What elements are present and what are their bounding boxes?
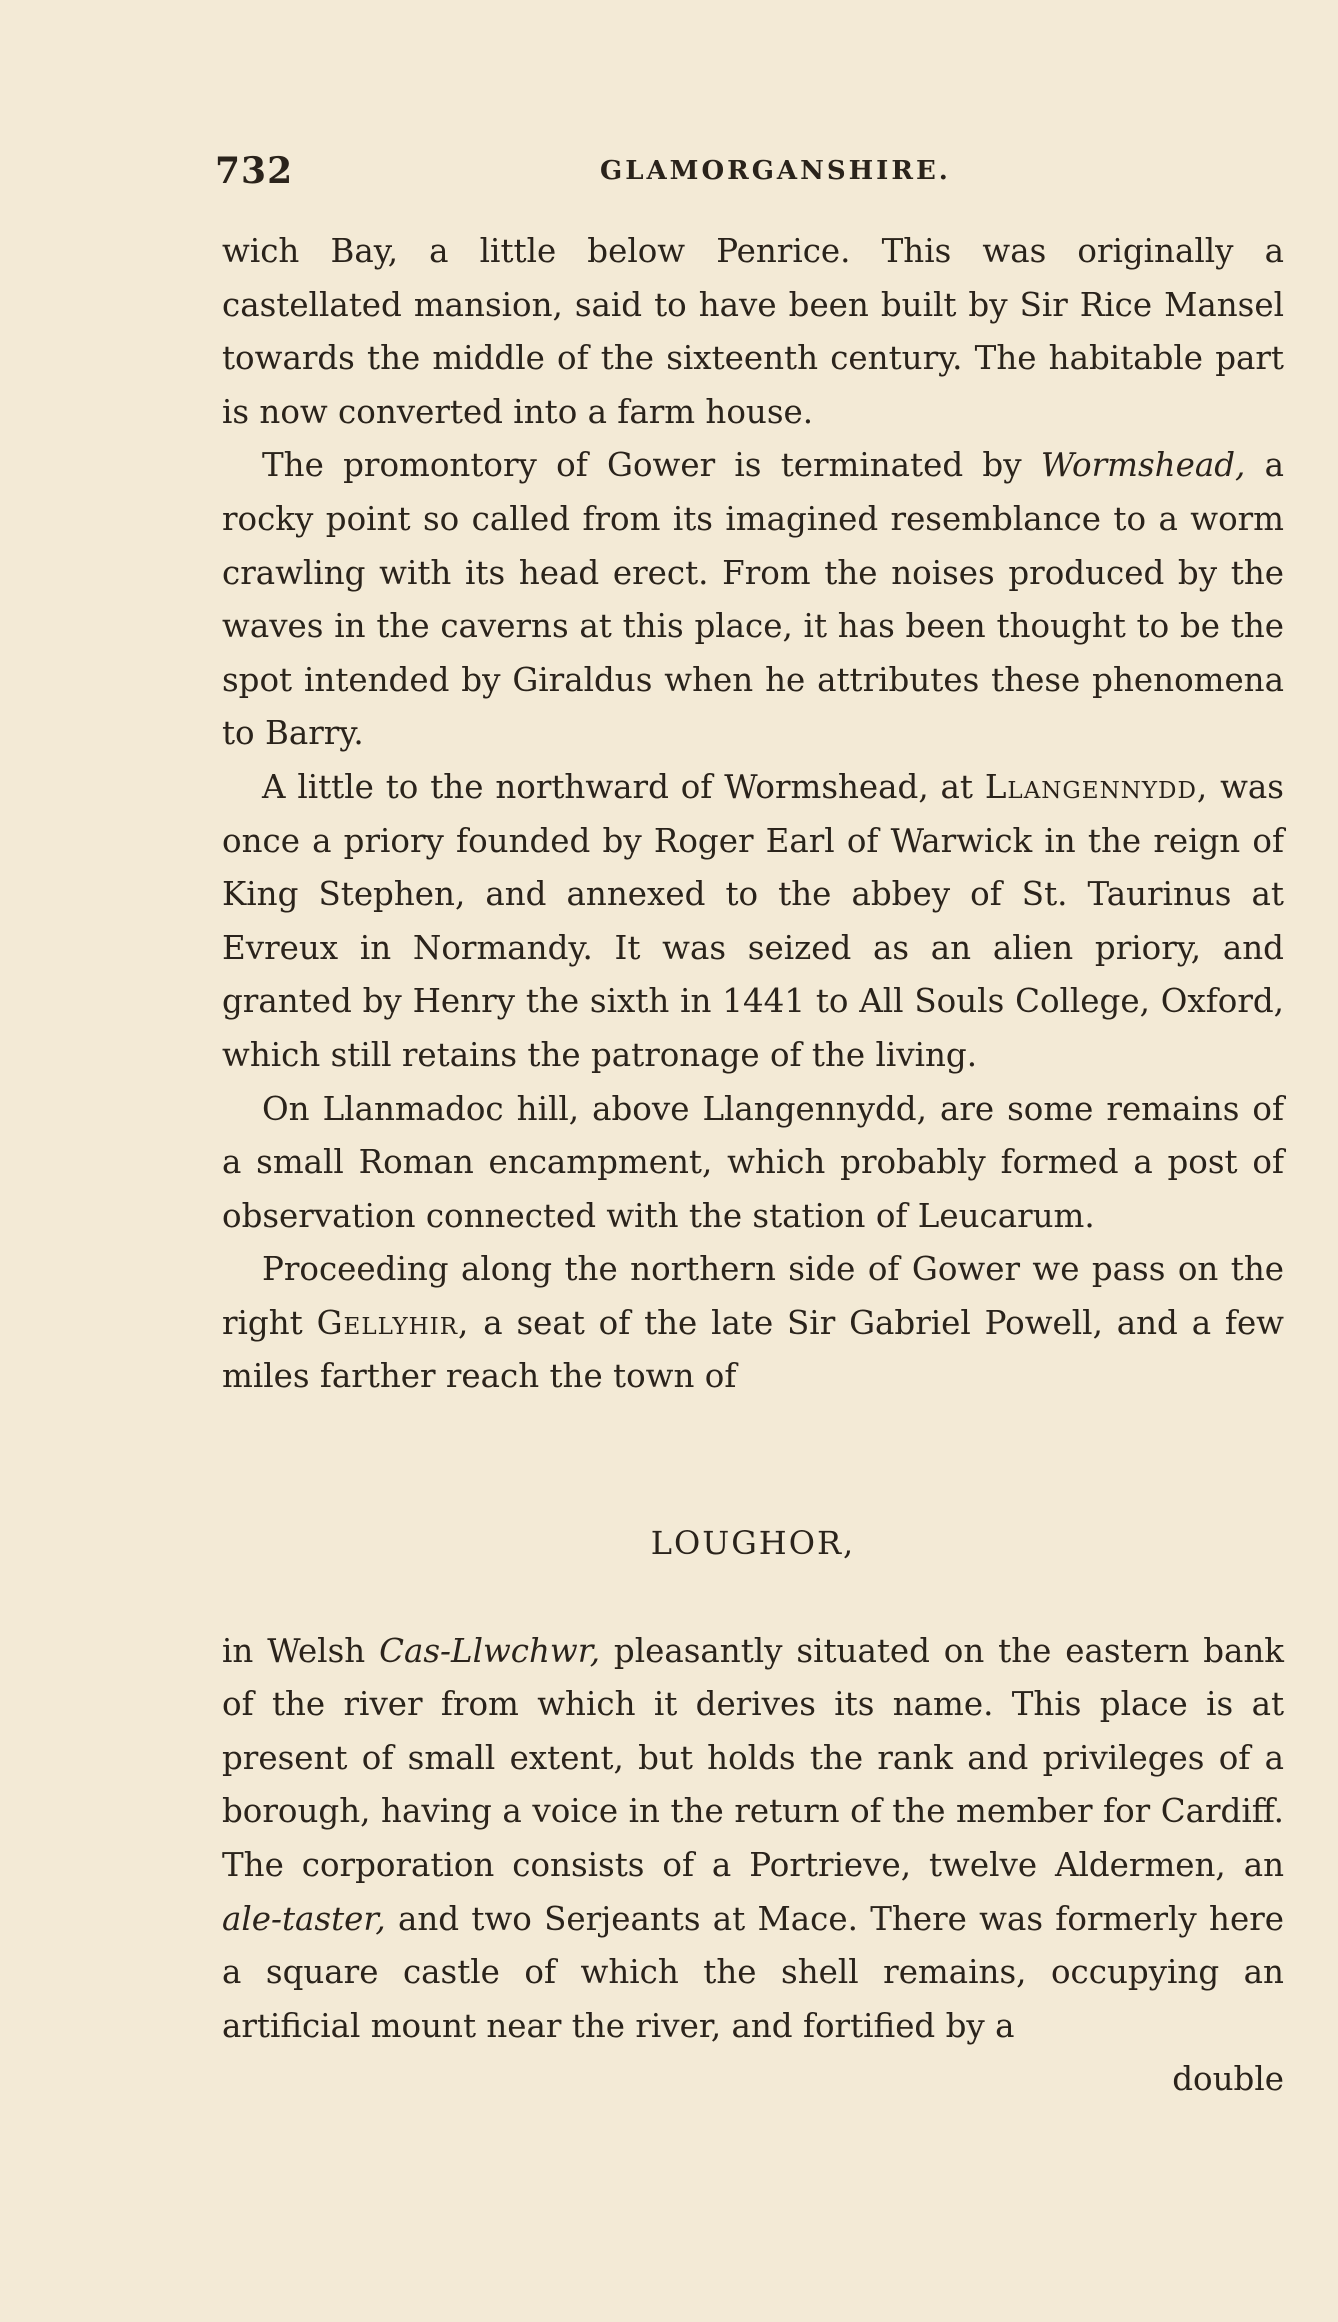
paragraph-text: Proceeding along the northern side of Gower we pass on the right [222, 1250, 1284, 1342]
paragraph-loughor [222, 1625, 1284, 2054]
body-text [222, 225, 1284, 2107]
section-heading-loughor: LOUGHOR, [650, 1524, 856, 1563]
paragraph-text: pleasantly situated on the eastern bank of the river from which it derives its name. This place is at present of small extent, but holds the rank and privileges of a borough, having a voice in the return of the member for Cardiff. The corporation consists of a Portrieve, twelve Aldermen, an [222, 1631, 1285, 1885]
paragraph-penrice-continuation [222, 225, 1284, 439]
welsh-name-italic: Cas-Llwchwr, [379, 1631, 601, 1670]
running-title: GLAMORGANSHIRE. [600, 156, 951, 186]
office-italic: ale-taster, [222, 1899, 386, 1938]
paragraph-gellyhir [222, 1243, 1284, 1404]
place-name-small-caps: Gellyhir, [316, 1303, 470, 1342]
paragraph-text: and two Serjeants at Mace. There was formerly here a square castle of which the shell remains, occupying an artificial mount near the river, and fortified by a [222, 1899, 1284, 2045]
paragraph-llanmadoc [222, 1083, 1284, 1244]
paragraph-text: A little to the northward of Wormshead, at [262, 767, 985, 806]
paragraph-text: a rocky point so called from its imagined resemblance to a worm crawling with its head erect. From the noises produced by the waves in the caverns at this place, it has been thought to be the spot intended by Giraldus when he attributes these phenomena to Barry. [222, 446, 1284, 753]
page-header [215, 150, 1280, 200]
paragraph-text: The promontory of Gower is terminated by [262, 446, 1041, 485]
paragraph-text: On Llanmadoc hill, above Llangennydd, are some remains of a small Roman encampment, which probably formed a post of observation connected with the station of Leucarum. [222, 1089, 1284, 1235]
paragraph-wormshead [222, 439, 1284, 761]
catchword: double [1172, 2060, 1284, 2099]
paragraph-text: wich Bay, a little below Penrice. This was originally a castellated mansion, said to have been built by Sir Rice Mansel towards the middle of the sixteenth century. The habitable part is now converted into a farm house. [222, 232, 1284, 431]
page-number: 732 [215, 150, 294, 192]
paragraph-llangennydd [222, 761, 1284, 1083]
paragraph-text: was once a priory founded by Roger Earl of Warwick in the reign of King Stephen, and annexed to the abbey of St. Taurinus at Evreux in Normandy. It was seized as an alien priory, and granted by Henry the sixth in 1441 to All Souls College, Oxford, which still retains the patronage of the living. [222, 767, 1284, 1074]
place-name-italic: Wormshead, [1040, 446, 1246, 485]
paragraph-text: in Welsh [222, 1631, 380, 1670]
place-name-small-caps: Llangennydd, [984, 767, 1209, 806]
paragraph-text: a seat of the late Sir Gabriel Powell, and a few miles farther reach the town of [222, 1303, 1284, 1396]
